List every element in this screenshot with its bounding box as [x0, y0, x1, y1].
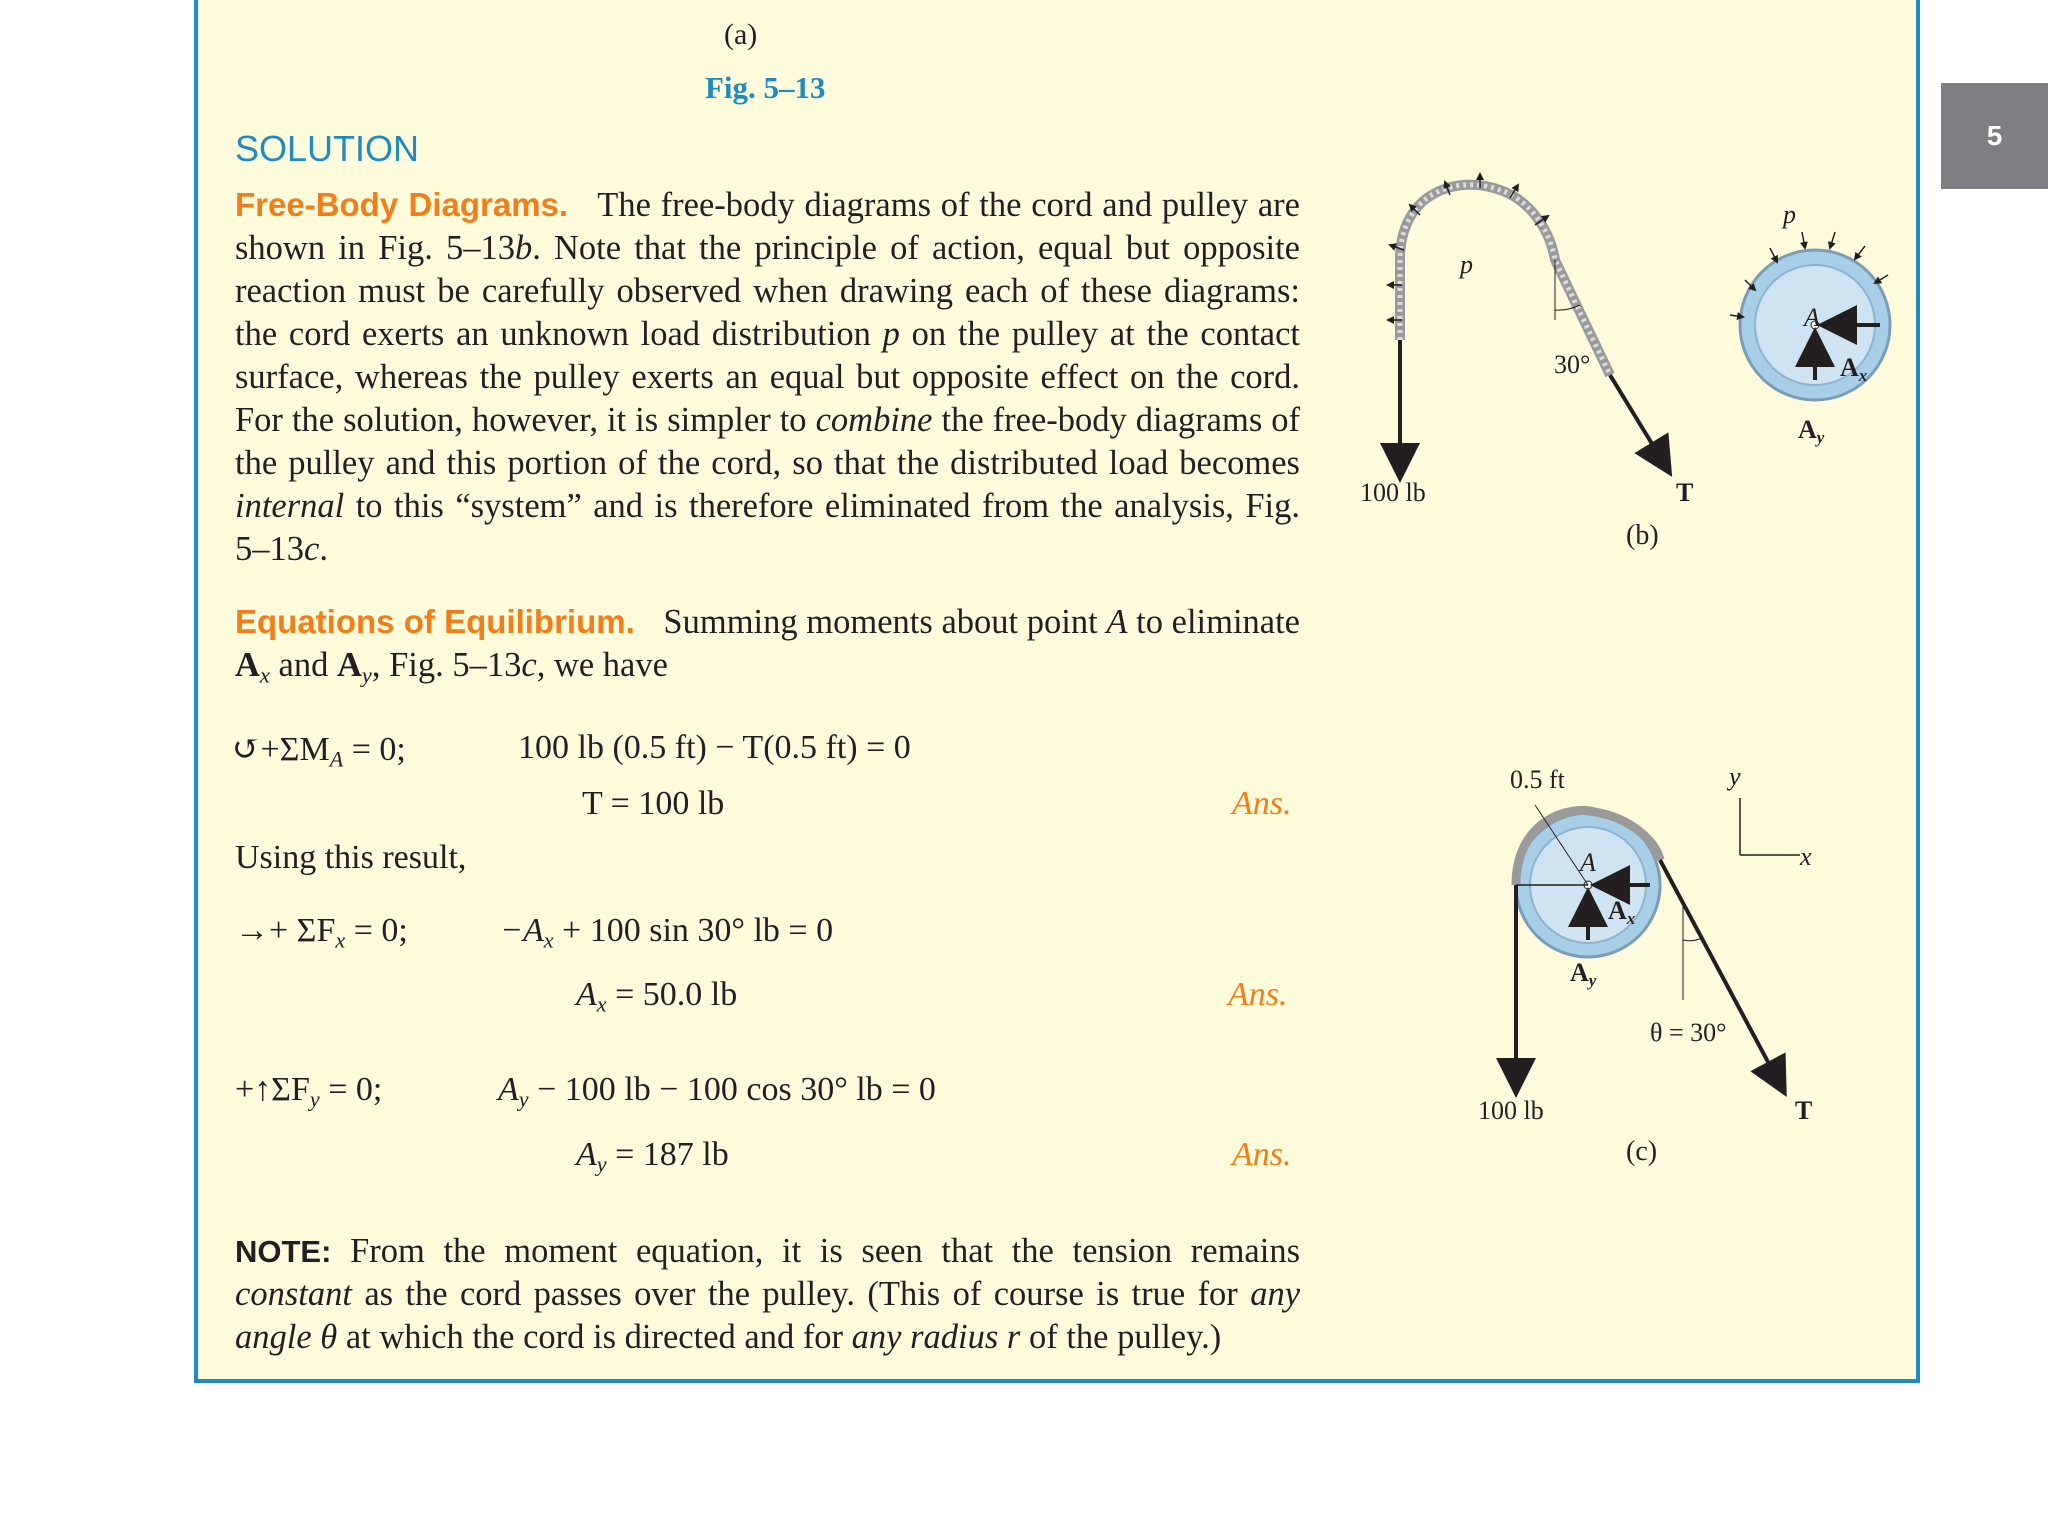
ay-result: $A_y = 187$ lb: [576, 1136, 729, 1177]
fbd-combine: combine: [815, 401, 933, 439]
c-axis-y: y: [1729, 762, 1741, 791]
distributed-load-arrows-b: [1388, 174, 1548, 320]
eqe-text-3c: c: [521, 646, 537, 684]
caption-c: (c): [1626, 1136, 1658, 1167]
b-p-label: p: [1460, 250, 1473, 279]
fbd-heading: Free-Body Diagrams.: [235, 186, 569, 223]
eqe-Ay: A: [336, 646, 362, 684]
fbd-p: p: [882, 315, 900, 353]
eqe-A: A: [1106, 603, 1128, 641]
c-axis-x: x: [1800, 842, 1812, 871]
eqe-heading: Equations of Equilibrium.: [235, 603, 635, 640]
ans-Ay: Ans.: [1232, 1136, 1292, 1173]
solution-heading: SOLUTION: [235, 128, 420, 169]
figure-c-diagram: [1420, 760, 1840, 1130]
eqe-Ay-sub: y: [361, 662, 372, 688]
using-result: Using this result,: [235, 839, 467, 876]
b-p2-label: p: [1783, 200, 1796, 229]
moment-condition: $↺+\Sigma M_A = 0$;: [232, 731, 406, 772]
fy-equation: $A_y - 100$ lb − 100 cos 30° lb = 0: [498, 1071, 936, 1112]
c-theta-label: θ = 30°: [1650, 1018, 1727, 1047]
ans-T: Ans.: [1232, 785, 1292, 822]
b-Ax-label: $A_x$: [1840, 353, 1868, 386]
b-A-label: A: [1804, 303, 1820, 332]
pulley-c: [1516, 805, 1660, 957]
axes-c: [1740, 798, 1800, 855]
eqe-paragraph: [235, 600, 1300, 697]
figure-label: Fig. 5–13: [705, 70, 826, 105]
eqe-text-2: to eliminate: [1136, 603, 1300, 641]
fbd-internal: internal: [235, 487, 345, 525]
c-load-label: 100 lb: [1478, 1096, 1544, 1125]
fbd-text-6: .: [319, 530, 328, 568]
eqe-text-1: Summing moments about point: [663, 603, 1098, 641]
cord-b: [1400, 185, 1610, 375]
ax-result: $A_x = 50.0$ lb: [576, 976, 738, 1017]
moment-equation: 100 lb (0.5 ft) − T(0.5 ft) = 0: [518, 729, 911, 766]
caption-b: (b): [1626, 520, 1659, 551]
chapter-tab[interactable]: 5: [1941, 83, 2048, 189]
eqe-and: and: [278, 646, 329, 684]
fx-equation: $-A_x + 100$ sin 30° lb = 0: [500, 912, 834, 953]
eqe-text-3: , Fig. 5–13: [371, 646, 522, 684]
fbd-paragraph: [235, 183, 1300, 571]
b-Ay-label: $A_y$: [1798, 415, 1825, 448]
fbd-text-5c: c: [304, 530, 320, 568]
fbd-text-4: the free-body diagrams of the pulley and this portion of the cord, so that the distributed load becomes: [235, 401, 1301, 482]
b-tension-label: T: [1676, 478, 1694, 507]
fbd-text-1: The free-body diagrams of the cord and pulley are shown in Fig. 5–13: [235, 186, 1300, 267]
caption-a: (a): [724, 18, 758, 51]
eqe-text-4: , we have: [536, 646, 668, 684]
b-angle-label: 30°: [1554, 350, 1591, 379]
c-tension-label: T: [1795, 1096, 1813, 1125]
b-load-label: 100 lb: [1360, 478, 1426, 507]
tension-arrow-c: [1660, 860, 1783, 1090]
tension-arrow-b: [1610, 375, 1668, 470]
ans-Ax: Ans.: [1228, 976, 1288, 1013]
note-label: NOTE:: [235, 1234, 332, 1269]
fx-condition: →+ $\Sigma F_x = 0$;: [235, 912, 408, 953]
c-A-label: A: [1580, 848, 1596, 877]
fbd-text-3: on the pulley at the contact surface, whereas the pulley exerts an equal but opposite effect on the cord. For the solution, however, it is simpler to: [235, 315, 1301, 439]
T-result: T = 100 lb: [582, 785, 725, 822]
eqe-Ax: A: [235, 646, 260, 684]
eqe-Ax-sub: x: [259, 662, 270, 688]
fbd-text-2: . Note that the principle of action, equal but opposite reaction must be carefully observed when drawing each of these diagrams: the cord exerts an unknown load distribution: [235, 229, 1300, 353]
c-radius-label: 0.5 ft: [1510, 765, 1565, 794]
note-paragraph: NOTE: From the moment equation, it is seen that the tension remains constant as the cord passes over the pulley. (This of course is true for any angle θ at which the cord is directed and for any radius r of the pulley.): [235, 1232, 1301, 1356]
c-Ay-label: $A_y$: [1570, 958, 1597, 991]
fbd-text-5: to this “system” and is therefore eliminated from the analysis, Fig. 5–13: [235, 487, 1301, 568]
fy-condition: $+↑\Sigma F_y = 0$;: [235, 1071, 383, 1112]
fbd-text-1b: b: [514, 229, 533, 267]
c-Ax-label: $A_x$: [1608, 896, 1636, 929]
